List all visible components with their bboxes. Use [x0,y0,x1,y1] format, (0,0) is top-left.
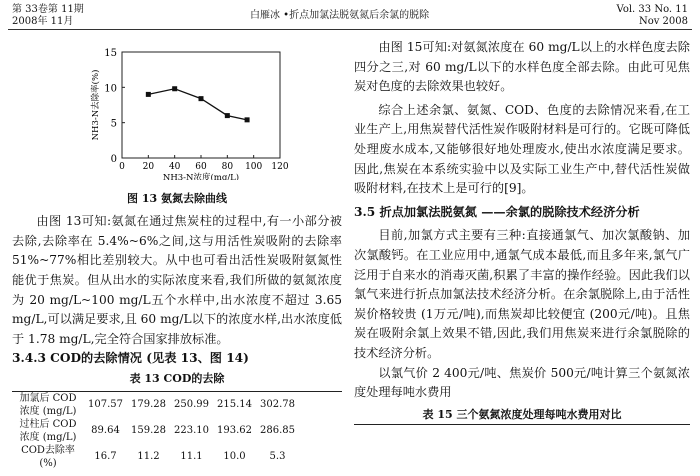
paragraph: 由图 13可知:氨氮在通过焦炭柱的过程中,有一小部分被去除,去除率在 5.4%~6%之间,这与用活性炭吸附的去除率 51%~77%相比差别较大。从中也可看出活性炭吸附氨氮性能优于焦炭。但从出水的实际浓度来看,我们所做的氨氮浓度为 20 mg/L~100 mg/L五个水样中,出水浓度不超过 3.65 mg/L,可以满足要求,且 60 mg/L以下的浓度水样,出水浓度低于 1.78 mg/L,完全符合国家排放标准。 [12,214,342,346]
x-tick-label: 120 [271,162,289,172]
figure-caption: 图 13 氨氮去除曲线 [127,191,227,205]
table-cell: 16.7 [94,450,117,462]
table-cell: 193.62 [217,424,252,436]
x-tick-label: 80 [221,162,234,172]
paragraph: 以氯气价 2 400元/吨、焦炭价 500元/吨计算三个氨氮浓度处理每吨水费用 [354,365,690,400]
paragraph: 综合上述余氯、氨氮、COD、色度的去除情况来看,在工业生产上,用焦炭替代活性炭作吸附材料是可行的。它既可降低处理废水成本,又能够很好地处理废水,使出水浓度满足要求。因此,焦炭在本系统实验中以及实际工业生产中,替代活性炭做吸附材料,在技术上是可行的[9]。 [354,102,690,196]
table-row [12,418,299,444]
row-label: 过柱后 COD浓度 (mg/L) [19,418,77,443]
y-tick-label: 15 [104,48,117,59]
table-cell: 11.1 [180,450,203,462]
table-cell: 10.0 [223,450,246,462]
x-tick-label: 60 [195,162,207,172]
data-point [199,96,204,101]
table-cell: 89.64 [91,424,120,436]
x-tick-label: 0 [119,162,125,172]
table-caption: 表 13 COD的去除 [12,369,342,392]
paragraph: 由图 15可知:对氨氮浓度在 60 mg/L以上的水样色度去除四分之三,对 60 mg/L以下的水样色度全部去除。由此可见焦炭对色度的去除效果也较好。 [354,40,690,94]
y-tick-label: 0 [110,154,117,165]
paragraph: 目前,加氯方式主要有三种:直接通氯气、加次氯酸钠、加次氯酸钙。在工业应用中,通氯气成本最低,而且多年来,氯气广泛用于自来水的消毒灭菌,积累了丰富的操作经验。因此我们以氯气来进行折点加氯法技术经济分析。在余氯脱除上,由于活性炭价格较贵 (1万元/吨),而焦炭却比较便宜 (200元/吨)。且焦炭在吸附余氯上效果不错,因此,我们用焦炭来进行余氯脱除的技术经济分析。 [354,228,690,360]
table-caption: 表 15 三个氨氮浓度处理每吨水费用对比 [354,405,690,426]
table-cell: 179.28 [131,398,166,410]
table-cell: 223.10 [174,424,209,436]
x-tick-label: 40 [168,162,181,172]
section-heading: 3.4.3 COD的去除情况 (见表 13、图 14) [12,351,249,366]
header-rule [8,29,692,30]
table-cell: 11.2 [137,450,160,462]
table-cell: 107.57 [88,398,123,410]
journal-issue: 第 33卷第 11期 2008年 11月 [12,4,84,27]
data-point [172,86,177,91]
table-cell: 215.14 [217,398,252,410]
x-axis-label: NH3-N浓度(mg/L) [162,173,240,180]
table-row [12,444,299,470]
running-title: 白雁冰 •折点加氯法脱氨氮后余氯的脱除 [250,10,430,21]
table-cell: 302.78 [260,398,295,410]
x-tick-label: 100 [245,162,263,172]
table-cell: 286.85 [260,424,295,436]
x-tick-label: 20 [142,162,155,172]
row-label: 加氯后 COD浓度 (mg/L) [19,392,77,417]
section-heading: 3.5 折点加氯法脱氨氮 ——余氯的脱除技术经济分析 [354,204,640,219]
cod-table [12,392,299,470]
table-cell: 5.3 [269,450,286,462]
plot-frame [122,52,280,158]
table-cell: 159.28 [131,424,166,436]
table-cell: 250.99 [174,398,209,410]
y-tick-label: 5 [110,118,117,130]
table-row [12,392,299,418]
right-column [354,38,690,425]
data-point [146,92,151,97]
y-tick-label: 10 [104,83,117,95]
data-point [225,113,230,118]
y-axis-label: NH3-N去除率(%) [91,69,101,141]
series-line [148,89,247,120]
removal-curve-chart [12,38,342,180]
data-point [245,117,250,122]
journal-volume: Vol. 33 No. 11 Nov 2008 [616,4,688,27]
left-column [12,38,342,470]
row-label: COD去除率 (%) [21,444,75,469]
